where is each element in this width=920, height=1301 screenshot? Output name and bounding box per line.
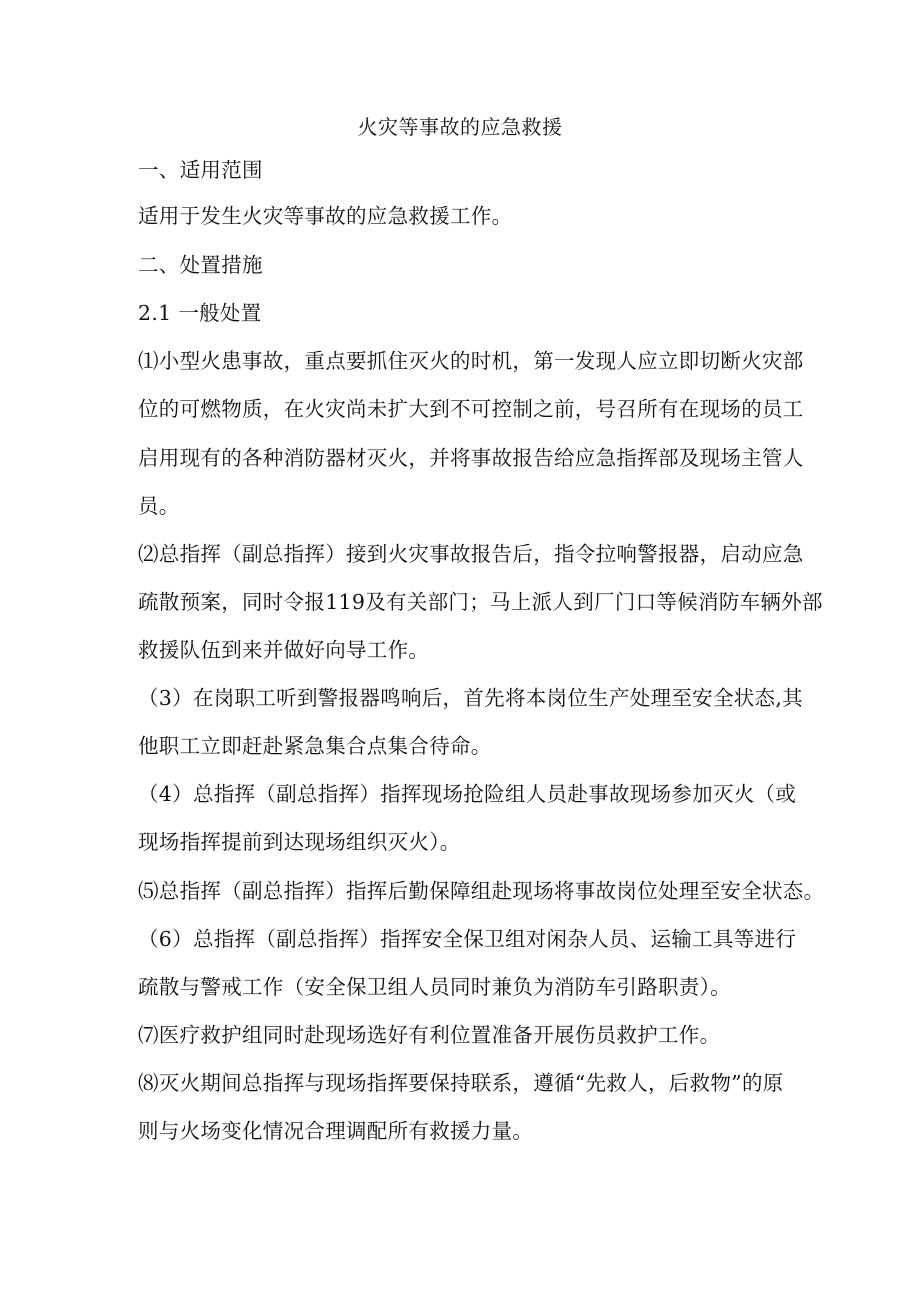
paragraph-line: （3）在岗职工听到警报器鸣响后，首先将本岗位生产处理至安全状态,其 — [138, 686, 803, 710]
section-heading-scope: 一、适用范围 — [138, 158, 263, 182]
paragraph-line: ⑸总指挥（副总指挥）指挥后勤保障组赴现场将事故岗位处理至安全状态。 — [138, 879, 825, 903]
paragraph-line: 员。 — [138, 494, 180, 518]
paragraph-scope: 适用于发生火灾等事故的应急救援工作。 — [138, 204, 513, 228]
paragraph-line: ⑺医疗救护组同时赴现场选好有利位置准备开展伤员救护工作。 — [138, 1023, 721, 1047]
document-title: 火灾等事故的应急救援 — [357, 115, 563, 139]
section-heading-measures: 二、处置措施 — [138, 253, 263, 277]
paragraph-line: 疏散与警戒工作（安全保卫组人员同时兼负为消防车引路职责）。 — [138, 975, 731, 999]
paragraph-line: 启用现有的各种消防器材灭火，并将事故报告给应急指挥部及现场主管人 — [138, 446, 804, 470]
paragraph-line: ⑴小型火患事故，重点要抓住灭火的时机，第一发现人应立即切断火灾部 — [138, 349, 804, 373]
paragraph-line: （6）总指挥（副总指挥）指挥安全保卫组对闲杂人员、运输工具等进行 — [138, 927, 797, 951]
paragraph-line: 他职工立即赶赴紧急集合点集合待命。 — [138, 734, 492, 758]
paragraph-line: 现场指挥提前到达现场组织灭火）。 — [138, 830, 461, 854]
paragraph-line: ⑻灭火期间总指挥与现场指挥要保持联系，遵循“先救人，后救物”的原 — [138, 1071, 784, 1095]
paragraph-line: 则与火场变化情况合理调配所有救援力量。 — [138, 1119, 534, 1143]
paragraph-line: 位的可燃物质，在火灾尚未扩大到不可控制之前，号召所有在现场的员工 — [138, 397, 804, 421]
paragraph-line: 救援队伍到来并做好向导工作。 — [138, 638, 430, 662]
paragraph-line: （4）总指挥（副总指挥）指挥现场抢险组人员赴事故现场参加灭火（或 — [138, 782, 797, 806]
subsection-heading-general: 2.1 一般处置 — [138, 301, 262, 325]
paragraph-line: 疏散预案，同时令报119及有关部门；马上派人到厂门口等候消防车辆外部 — [138, 590, 823, 614]
paragraph-line: ⑵总指挥（副总指挥）接到火灾事故报告后，指令拉响警报器，启动应急 — [138, 542, 804, 566]
